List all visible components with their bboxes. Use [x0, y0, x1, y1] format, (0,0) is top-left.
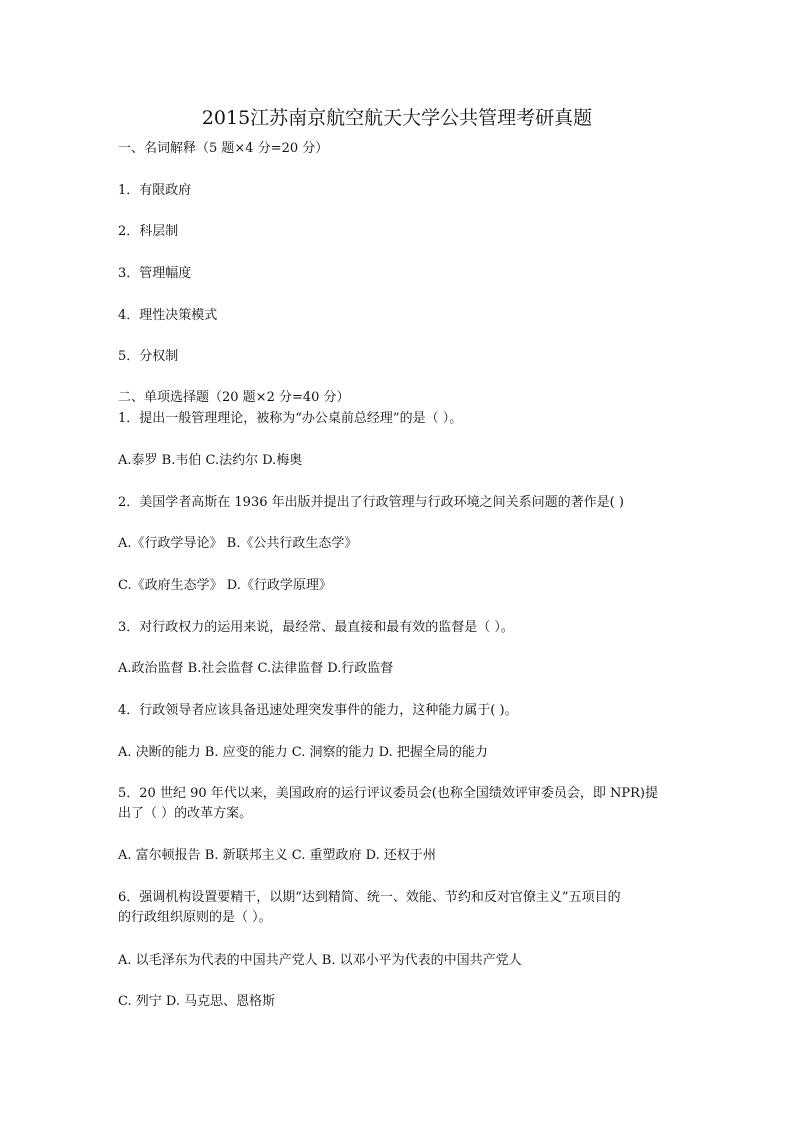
term-item: 4．理性决策模式 [118, 308, 218, 323]
document-title: 2015江苏南京航空航天大学公共管理考研真题 [201, 107, 593, 129]
question-stem: 1．提出一般管理理论，被称为“办公桌前总经理”的是（ ）。 [118, 411, 463, 426]
question-options: A.政治监督 B.社会监督 C.法律监督 D.行政监督 [118, 661, 394, 676]
question-options: A. 以毛泽东为代表的中国共产党人 B. 以邓小平为代表的中国共产党人 [118, 953, 522, 968]
question-options: C. 列宁 D. 马克思、恩格斯 [118, 994, 276, 1009]
term-item: 5．分权制 [118, 349, 179, 364]
question-options: A. 富尔顿报告 B. 新联邦主义 C. 重塑政府 D. 还权于州 [118, 848, 436, 863]
question-options: C.《政府生态学》 D.《行政学原理》 [118, 578, 332, 593]
question-stem: 6．强调机构设置要精干，以期“达到精简、统一、效能、节约和反对官僚主义”五项目的 [118, 890, 621, 905]
term-item: 2．科层制 [118, 224, 179, 239]
question-stem: 出了（ ）的改革方案。 [118, 806, 253, 821]
question-stem: 3．对行政权力的运用来说，最经常、最直接和最有效的监督是（ ）。 [118, 620, 514, 635]
question-options: A. 决断的能力 B. 应变的能力 C. 洞察的能力 D. 把握全局的能力 [118, 745, 488, 760]
term-item: 1．有限政府 [118, 183, 192, 198]
question-options: A.泰罗 B.韦伯 C.法约尔 D.梅奥 [118, 453, 303, 468]
section-heading-choice: 二、单项选择题（20 题×2 分=40 分） [118, 390, 350, 405]
question-stem: 5．20 世纪 90 年代以来，美国政府的运行评议委员会(也称全国绩效评审委员会，即 NPR)提 [118, 786, 658, 801]
section-heading-terms: 一、名词解释（5 题×4 分=20 分） [118, 141, 329, 156]
question-stem: 4．行政领导者应该具备迅速处理突发事件的能力，这种能力属于( )。 [118, 703, 518, 718]
term-item: 3．管理幅度 [118, 266, 192, 281]
question-stem: 2．美国学者高斯在 1936 年出版并提出了行政管理与行政环境之间关系问题的著作是( ) [118, 495, 624, 510]
question-stem: 的行政组织原则的是（ ）。 [118, 910, 272, 925]
question-options: A.《行政学导论》 B.《公共行政生态学》 [118, 536, 358, 551]
